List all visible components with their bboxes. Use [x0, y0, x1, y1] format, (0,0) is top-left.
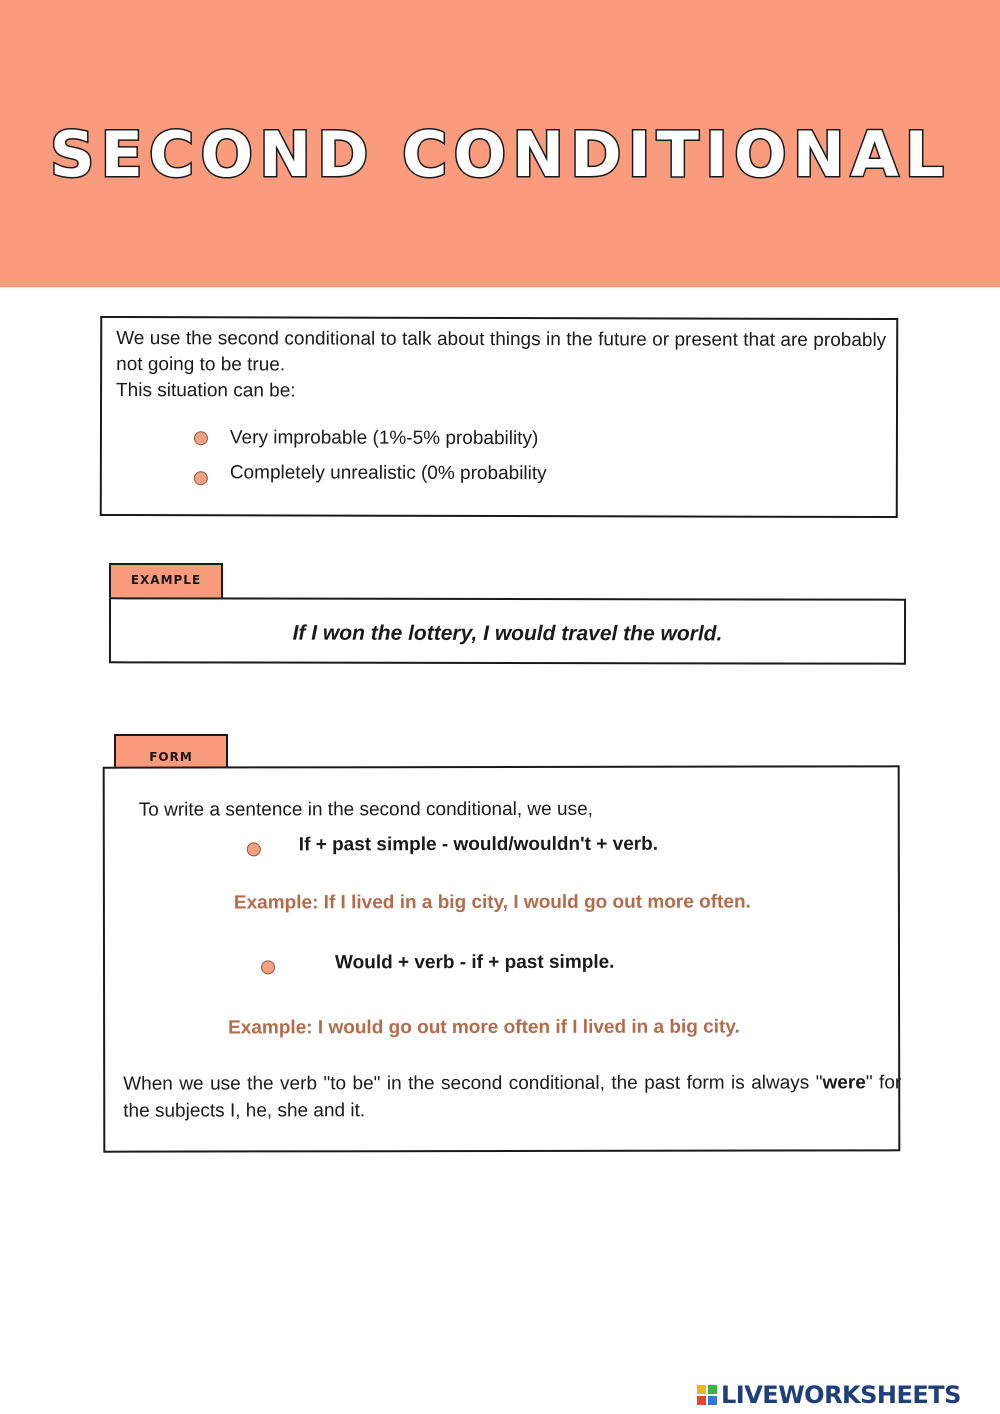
form-example-1: Example: If I lived in a big city, I would go out more often.: [233, 891, 751, 914]
intro-box: [100, 316, 899, 518]
intro-text: [116, 326, 886, 406]
form-box: [103, 765, 901, 1152]
form-example-2: Example: I would go out more often if I lived in a big city.: [228, 1016, 740, 1039]
bullet-dot-icon: [194, 471, 208, 485]
form-tab: FORM: [114, 734, 228, 776]
example-sentence: If I won the lottery, I would travel the world.: [292, 621, 723, 646]
intro-line-1: We use the second conditional to talk about things in the future or present that are probably not going to be true.: [116, 327, 887, 376]
example-tab: EXAMPLE: [109, 563, 223, 599]
liveworksheets-icon: [697, 1385, 717, 1405]
closing-text-part-2: " for the subjects I, he, she and it.: [123, 1072, 902, 1122]
bullet-dot-icon: [247, 842, 261, 856]
liveworksheets-logo[interactable]: [697, 1380, 961, 1410]
intro-line-2: This situation can be:: [116, 379, 296, 402]
form-rule-2: Would + verb - if + past simple.: [334, 951, 615, 974]
closing-bold-word: were: [822, 1072, 866, 1094]
header-banner: [0, 0, 1000, 287]
form-rule-1: If + past simple - would/wouldn't + verb.: [298, 833, 659, 856]
bullet-dot-icon: [194, 431, 208, 445]
bullet-dot-icon: [261, 960, 275, 974]
example-box: [109, 597, 906, 664]
logo-text: LIVEWORKSHEETS: [721, 1381, 961, 1409]
closing-text-part-1: When we use the verb "to be" in the second conditional, the past form is always ": [123, 1072, 823, 1095]
bullet-item: Very improbable (1%-5% probability): [229, 427, 539, 450]
bullet-item: Completely unrealistic (0% probability: [229, 462, 547, 485]
form-closing-text: [123, 1069, 901, 1124]
form-intro: To write a sentence in the second conditional, we use,: [138, 798, 593, 821]
page-title: SECOND CONDITIONAL: [49, 118, 951, 191]
